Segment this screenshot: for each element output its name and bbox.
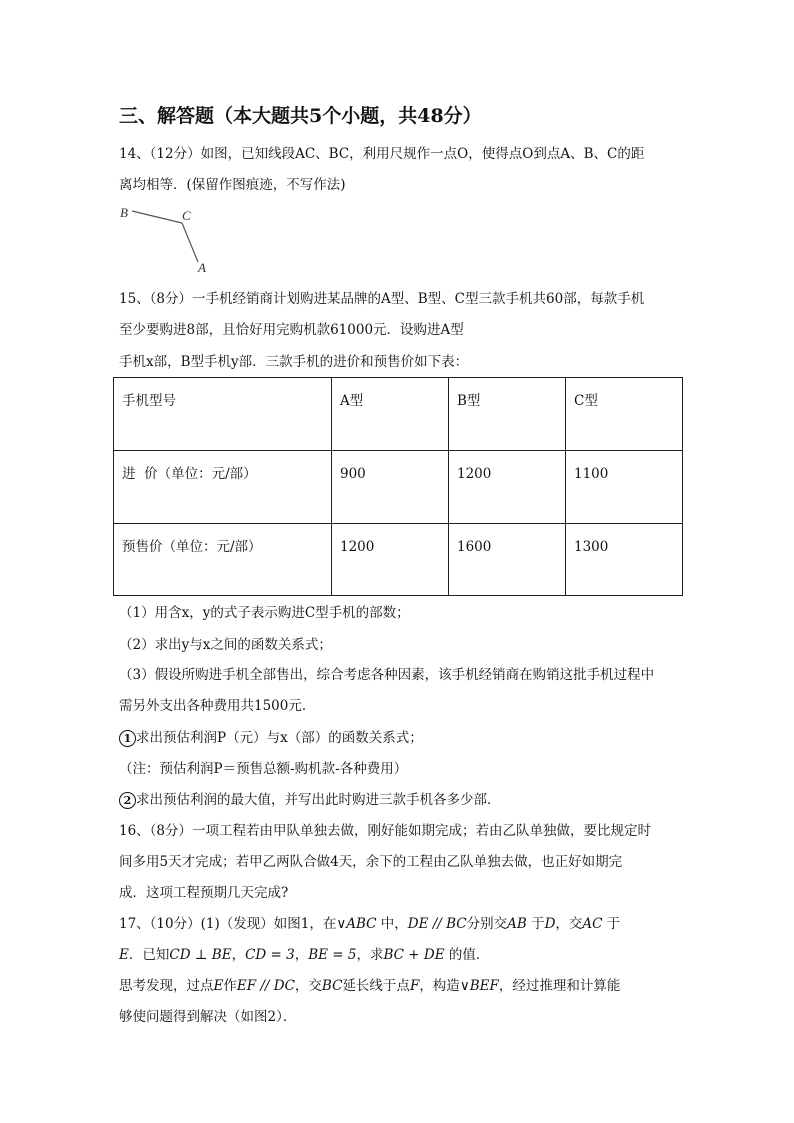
q17-text: 的值． (444, 947, 490, 963)
q14-line1: 14、（12分）如图，已知线段AC、BC，利用尺规作一点O，使得点O到点A、B、C的距 (119, 146, 645, 162)
math-de-parallel-bc: DE // BC (407, 916, 467, 932)
q17-text: ，经过推理和计算能 (498, 978, 621, 994)
math-ac: AC (582, 916, 603, 932)
circled-number-2: 2 (119, 792, 136, 809)
q15-sub3-line2: 需另外支出各种费用共1500元． (119, 698, 316, 714)
q17-text: ， (294, 947, 309, 963)
math-bc: BC (321, 978, 343, 994)
q17-text: ，求 (356, 947, 384, 963)
math-e: E (213, 978, 224, 994)
q17-text: ．已知 (128, 947, 170, 963)
q17-text: 分别交 (466, 916, 508, 932)
table-cell: 900 (332, 451, 449, 524)
q15-item2-text: 求出预估利润的最大值，并写出此时购进三款手机各多少部． (136, 792, 501, 808)
table-cell: 1100 (566, 451, 683, 524)
table-header-cell: A型 (332, 378, 449, 451)
q15-item2 (119, 791, 501, 809)
table-row (114, 451, 683, 524)
q17-text: ，交 (294, 978, 322, 994)
q17-line2 (119, 946, 489, 964)
table-cell: 1600 (449, 524, 566, 596)
q16-line3: 成．这项工程预期几天完成? (119, 885, 289, 901)
table-header-cell: C型 (566, 378, 683, 451)
q17-line3 (119, 977, 620, 995)
q16-line1: 16、（8分）一项工程若由甲队单独去做，刚好能如期完成；若由乙队单独做，要比规定时 (119, 823, 652, 839)
math-e: E (119, 947, 129, 963)
table-header-cell: B型 (449, 378, 566, 451)
table-header-row (114, 378, 683, 451)
table-cell: 1200 (332, 524, 449, 596)
q15-line1: 15、（8分）一手机经销商计划购进某品牌的A型、B型、C型三款手机共60部，每款手机 (119, 291, 645, 307)
label-a: A (198, 260, 206, 275)
q15-sub2: （2）求出y与x之间的函数关系式； (119, 637, 332, 653)
math-be-value: BE = 5 (308, 947, 357, 963)
section-title: 三、解答题（本大题共5个小题，共48分） (119, 105, 482, 127)
math-ef-parallel-dc: EF // DC (236, 978, 295, 994)
math-triangle-bef: ∨BEF (459, 978, 499, 994)
table-row (114, 524, 683, 596)
q17-line4: 够使问题得到解决（如图2）． (119, 1009, 297, 1025)
math-f: F (409, 978, 420, 994)
table-cell: 预售价（单位：元/部） (114, 524, 332, 596)
q17-line1 (119, 915, 620, 933)
q17-text: ， (231, 947, 246, 963)
q15-line2: 至少要购进8部，且恰好用完购机款61000元．设购进A型 (119, 322, 464, 338)
q17-text: 延长线于点 (342, 978, 410, 994)
q16-line2: 间多用5天才完成；若甲乙两队合做4天，余下的工程由乙队单独去做，也正好如期完 (119, 854, 623, 870)
q15-note: （注：预估利润P＝预售总额-购机款-各种费用） (119, 761, 408, 777)
label-c: C (182, 208, 191, 223)
q15-line3: 手机x部，B型手机y部．三款手机的进价和预售价如下表： (119, 354, 469, 370)
math-ab: AB (507, 916, 527, 932)
q17-text: 于 (526, 916, 545, 932)
q17-text: 于 (602, 916, 621, 932)
label-b: B (120, 205, 128, 220)
q17-text: ，构造 (419, 978, 460, 994)
q17-text: 17、（10分）(1)（发现）如图1，在 (119, 916, 337, 932)
math-cd-perp-be: CD ⊥ BE (169, 947, 232, 963)
table-cell: 1200 (449, 451, 566, 524)
q17-text: 思考发现，过点 (119, 978, 214, 994)
q14-line2: 离均相等．(保留作图痕迹，不写作法) (119, 177, 346, 193)
q15-item1 (119, 729, 423, 747)
table-cell: 1300 (566, 524, 683, 596)
table-cell: 进 价（单位：元/部） (114, 451, 332, 524)
q14-figure (110, 200, 230, 280)
segment-ca (182, 223, 198, 262)
math-cd-value: CD = 3 (245, 947, 295, 963)
math-d: D (544, 916, 556, 932)
q17-text: ，交 (555, 916, 583, 932)
q17-text: 作 (223, 978, 237, 994)
table-header-cell: 手机型号 (114, 378, 332, 451)
price-table (113, 377, 683, 596)
q17-text: 中， (376, 916, 408, 932)
segment-bc (132, 211, 182, 223)
q15-sub3-line1: （3）假设所购进手机全部售出，综合考虑各种因素，该手机经销商在购销这批手机过程中 (119, 667, 655, 683)
q15-item1-text: 求出预估利润P（元）与x（部）的函数关系式； (136, 730, 423, 746)
q15-sub1: （1）用含x，y的式子表示购进C型手机的部数； (119, 605, 410, 621)
math-bc-plus-de: BC + DE (383, 947, 445, 963)
circled-number-1: 1 (119, 730, 136, 747)
math-triangle-abc: ∨ABC (336, 916, 377, 932)
